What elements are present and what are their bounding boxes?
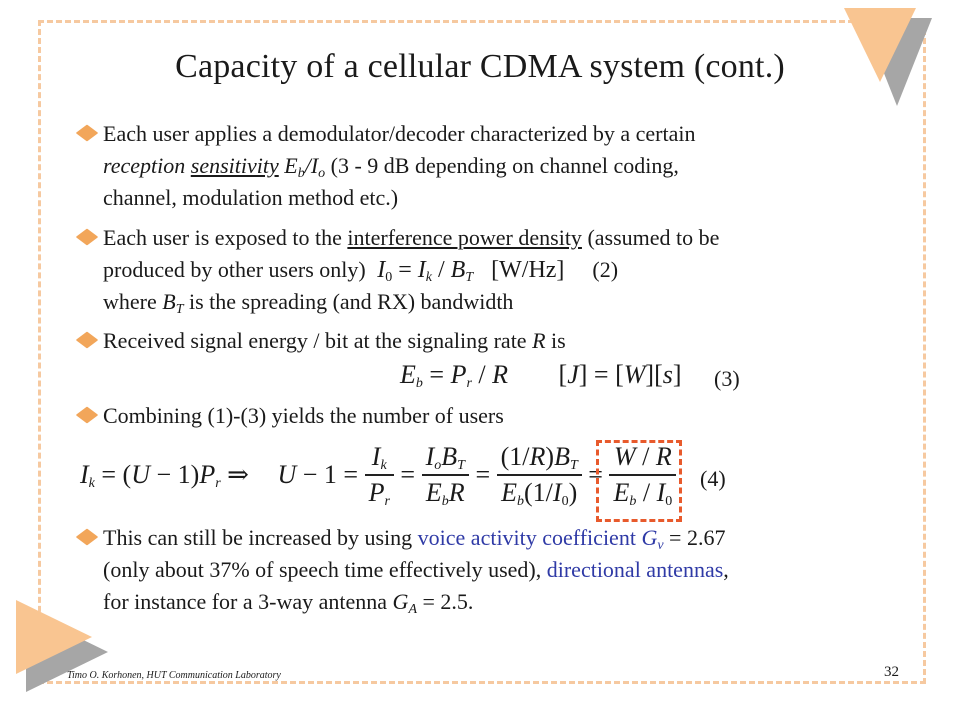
bullet-1-line-3: channel, modulation method etc.) bbox=[103, 185, 399, 210]
bullet-2-line-1: Each user is exposed to the interference power density (assumed to be bbox=[103, 225, 720, 250]
bullet-2-text bbox=[103, 222, 903, 318]
page-number: 32 bbox=[884, 664, 899, 680]
term-reception: reception bbox=[103, 153, 186, 178]
side-triangle-decoration bbox=[16, 600, 92, 674]
slide-title: Capacity of a cellular CDMA system (cont.) bbox=[175, 48, 785, 85]
bullet-2-line-2: produced by other users only) $I_0 = I_k / B_T$ [W/Hz] (2) bbox=[103, 257, 619, 285]
bullet-4-text: Combining (1)-(3) yields the number of users bbox=[103, 403, 504, 428]
bullet-1-line-2: reception sensitivity $E_b/I_o$ (3 - 9 dB depending on channel coding, bbox=[103, 153, 679, 181]
bullet-5-line-2: (only about 37% of speech time effectively used), directional antennas, bbox=[103, 557, 729, 582]
equation-3-label: (3) bbox=[714, 366, 740, 391]
term-interference-power-density: interference power density bbox=[347, 225, 582, 250]
bullet-5-line-1: This can still be increased by using voice activity coefficient $G_v = 2.67$ bbox=[103, 525, 726, 553]
bullet-1-text bbox=[103, 118, 903, 214]
bullet-5-line-3: for instance for a 3-way antenna $G_A = 2.5$. bbox=[103, 589, 474, 617]
bullet-2-line-3: where $B_T$ is the spreading (and RX) bandwidth bbox=[103, 289, 514, 317]
bullet-3-text: Received signal energy / bit at the signaling rate R is bbox=[103, 328, 566, 353]
directional-antennas: directional antennas bbox=[546, 557, 724, 582]
equation-4-label: (4) bbox=[700, 466, 726, 491]
equation-2-label: (2) bbox=[592, 257, 619, 282]
equation-4: $I_k = (U - 1)P_r$ ⇒ U − 1 = $\frac{I_k}{P_r}$ = $\frac{I_oB_T}{E_bR}$ = $\frac{(1/R)B_T}{E_b(1/I_0)}$ = $\frac{W / R}{E_b / I_0}$ bbox=[80, 440, 676, 510]
equation-3: $E_b = P_r / R$ [J] = [W][s] bbox=[400, 360, 682, 391]
bullet-1-line-1: Each user applies a demodulator/decoder characterized by a certain bbox=[103, 121, 696, 146]
voice-activity-coefficient: voice activity coefficient bbox=[417, 525, 636, 550]
term-sensitivity: sensitivity bbox=[190, 153, 279, 178]
equation-2: $I_0 = I_k / B_T$ [W/Hz] bbox=[377, 257, 571, 285]
sensitivity-range: (3 - 9 dB depending on channel coding, bbox=[330, 153, 679, 178]
bullet-5-text bbox=[103, 522, 903, 618]
highlight-box bbox=[596, 440, 682, 522]
footer-credit: Timo O. Korhonen, HUT Communication Laboratory bbox=[67, 670, 281, 681]
